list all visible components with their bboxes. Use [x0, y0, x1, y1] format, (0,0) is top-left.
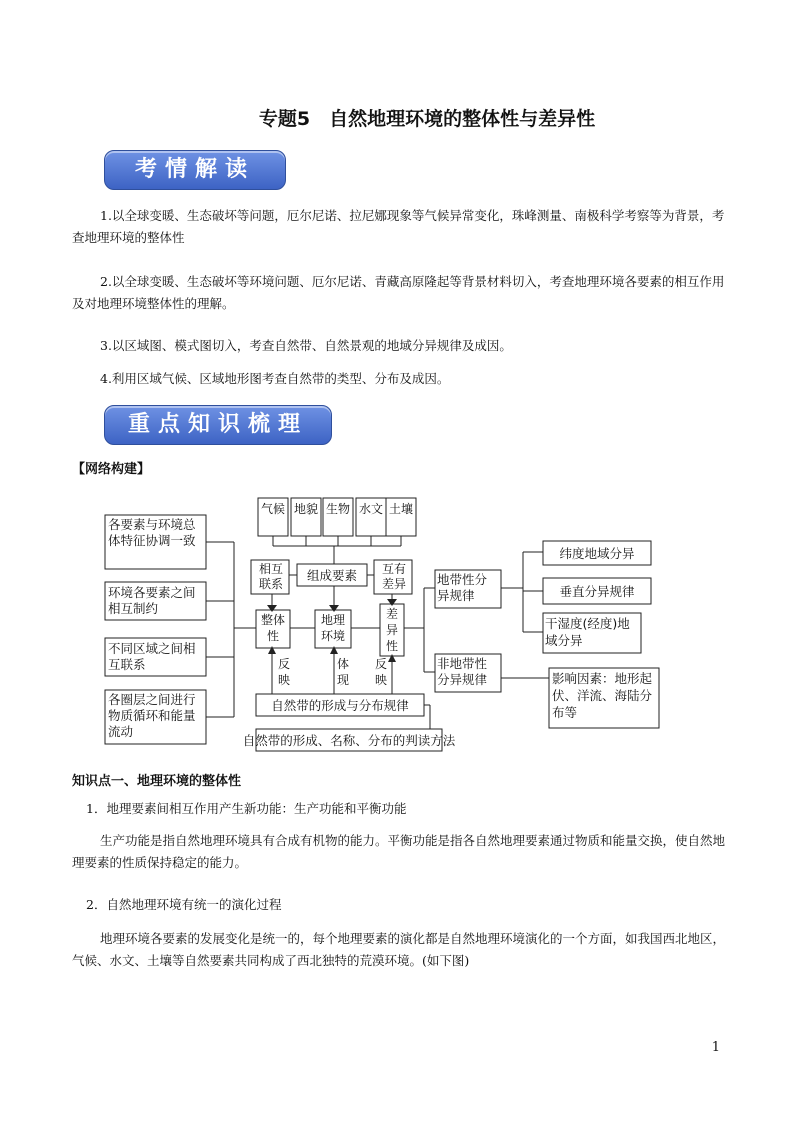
- network-label: 【网络构建】: [72, 462, 151, 477]
- left-box-mutual-restriction: 环境各要素之间相互制约: [108, 585, 196, 616]
- body-paragraph-1: 生产功能是指自然地理环境具有合成有机物的能力。平衡功能是指各自然地理要素通过物质和能量交换，使自然地理要素的性质保持稳定的能力。: [72, 833, 726, 870]
- body-point-2: 2．自然地理环境有统一的演化过程: [86, 897, 282, 912]
- box-geographic-environment: 地理环境: [320, 613, 345, 643]
- section-heading-integrity: 知识点一、地理环境的整体性: [72, 774, 242, 789]
- box-latitude-differentiation: 纬度地域分异: [559, 546, 635, 561]
- body-paragraph-2: 地理环境各要素的发展变化是统一的，每个地理要素的演化都是自然地理环境演化的一个方面，如我国西北地区，气候、水文、土壤等自然要素共同构成了西北独特的荒漠环境。(如下图): [72, 931, 726, 968]
- element-climate-line1: 气候: [260, 502, 286, 516]
- label-embody: 体现: [337, 657, 350, 687]
- banner-exam-interpretation: 考情解读: [104, 150, 286, 190]
- element-landform: 地貌: [293, 502, 319, 516]
- box-difference: 差异性: [385, 607, 398, 653]
- banner-key-knowledge: 重点知识梳理: [104, 405, 332, 445]
- element-biology: 生物: [325, 502, 351, 516]
- element-climate: [261, 501, 285, 516]
- element-hydrology: 水文: [358, 502, 384, 516]
- box-zonal-differentiation: 地带性分异规律: [437, 572, 488, 603]
- box-natural-zone-distribution: 自然带的形成与分布规律: [271, 698, 409, 713]
- box-influencing-factors: 影响因素：地形起伏、洋流、海陆分布等: [552, 671, 653, 720]
- box-integrity: 整体性: [260, 613, 285, 643]
- label-reflect-1: 反映: [278, 657, 291, 687]
- page-number: 1: [711, 1040, 720, 1055]
- intro-paragraph-4: 4.利用区域气候、区域地形图考查自然带的类型、分布及成因。: [100, 371, 450, 386]
- box-natural-zone-judgment: 自然带的形成、名称、分布的判读方法: [242, 733, 456, 748]
- intro-paragraph-3: 3.以区域图、模式图切入，考查自然带、自然景观的地域分异规律及成因。: [100, 338, 512, 353]
- box-component-elements: 组成要素: [306, 568, 358, 583]
- element-soil: 土壤: [388, 502, 414, 516]
- box-mutual-connection: 相互联系: [258, 562, 283, 591]
- box-vertical-differentiation: 垂直分异规律: [559, 584, 635, 599]
- page-title: 专题5 自然地理环境的整体性与差异性: [258, 108, 596, 130]
- intro-paragraph-1: 1.以全球变暖、生态破坏等问题，厄尔尼诺、拉尼娜现象等气候异常变化，珠峰测量、南极科学考察等为背景，考查地理环境的整体性: [72, 208, 725, 245]
- body-point-1: 1．地理要素间相互作用产生新功能：生产功能和平衡功能: [86, 801, 407, 816]
- left-box-material-cycle: 各圈层之间进行物质循环和能量流动: [108, 692, 196, 739]
- intro-paragraph-2: 2.以全球变暖、生态破坏等环境问题、厄尔尼诺、青藏高原隆起等背景材料切入，考查地理环境各要素的相互作用及对地理环境整体性的理解。: [72, 274, 725, 311]
- label-reflect-2: 反映: [375, 657, 388, 687]
- left-box-regional-connection: 不同区域之间相互联系: [108, 641, 196, 672]
- box-longitude-differentiation: 干湿度(经度)地域分异: [545, 616, 630, 648]
- left-box-coordination: 各要素与环境总体特征协调一致: [108, 517, 196, 548]
- box-mutual-difference: 互有差异: [381, 562, 406, 591]
- box-azonal-differentiation: 非地带性分异规律: [437, 656, 488, 687]
